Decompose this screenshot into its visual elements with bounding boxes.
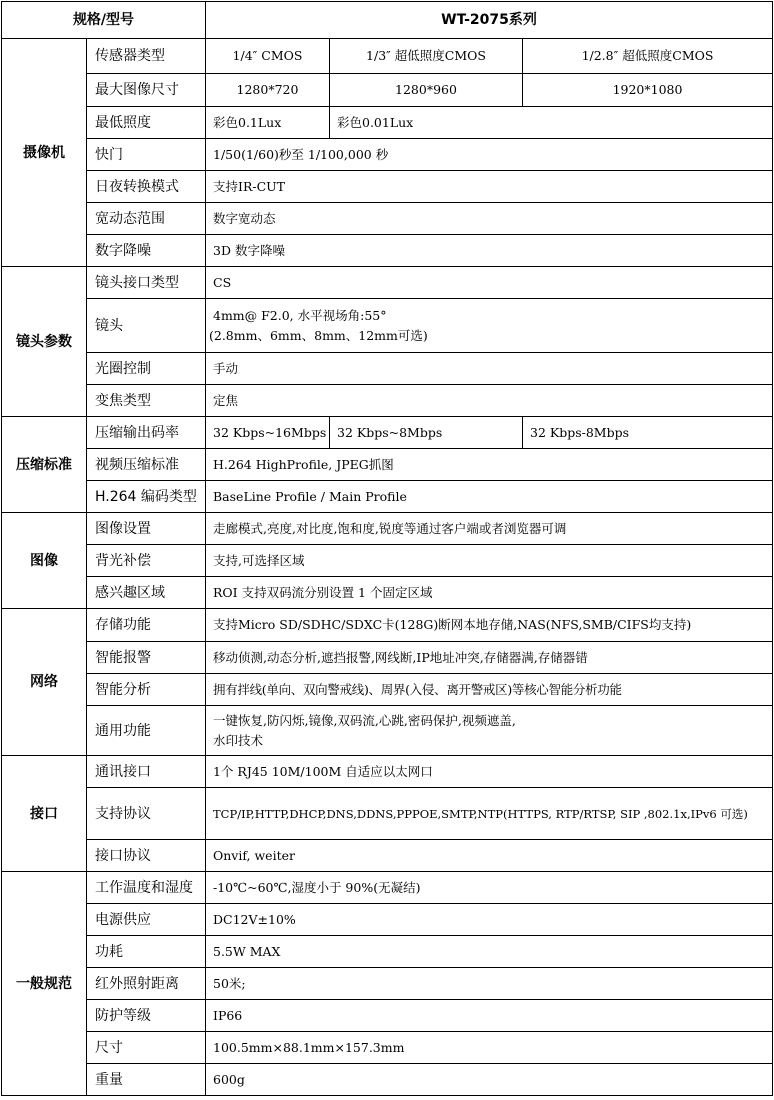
header-row bbox=[2, 2, 773, 39]
bitrate-v3: 32 Kbps-8Mbps bbox=[523, 417, 773, 449]
category-general: 一般规范 bbox=[2, 872, 87, 1096]
iface-protocol-value: Onvif, weiter bbox=[206, 840, 773, 872]
max-res-v2: 1280*960 bbox=[330, 74, 523, 107]
daynight-value: 支持IR-CUT bbox=[206, 171, 773, 203]
label-bitrate: 压缩输出码率 bbox=[87, 417, 206, 449]
category-network: 网络 bbox=[2, 609, 87, 756]
label-video-std: 视频压缩标准 bbox=[87, 449, 206, 481]
label-h264: H.264 编码类型 bbox=[87, 481, 206, 513]
lens-value-line2: (2.8mm、6mm、8mm、12mm可选) bbox=[209, 327, 428, 343]
protocols-value: TCP/IP,HTTP,DHCP,DNS,DDNS,PPPOE,SMTP,NTP(HTTPS, RTP/RTSP, SIP ,802.1x,IPv6 可选) bbox=[206, 788, 773, 840]
label-alarm: 智能报警 bbox=[87, 642, 206, 674]
max-res-v1: 1280*720 bbox=[206, 74, 330, 107]
category-interface: 接口 bbox=[2, 756, 87, 872]
label-iris: 光圈控制 bbox=[87, 353, 206, 385]
label-temp: 工作温度和湿度 bbox=[87, 872, 206, 904]
category-image: 图像 bbox=[2, 513, 87, 609]
label-iface-protocol: 接口协议 bbox=[87, 840, 206, 872]
label-dnr: 数字降噪 bbox=[87, 235, 206, 267]
label-power: 电源供应 bbox=[87, 904, 206, 936]
power-value: DC12V±10% bbox=[206, 904, 773, 936]
image-settings-value: 走廊模式,亮度,对比度,饱和度,锐度等通过客户端或者浏览器可调 bbox=[206, 513, 773, 545]
model-name: WT-2075系列 bbox=[206, 2, 773, 39]
wdr-value: 数字宽动态 bbox=[206, 203, 773, 235]
consumption-value: 5.5W MAX bbox=[206, 936, 773, 968]
label-port: 通讯接口 bbox=[87, 756, 206, 788]
sensor-v3: 1/2.8″ 超低照度CMOS bbox=[523, 39, 773, 74]
label-lens: 镜头 bbox=[87, 299, 206, 353]
weight-value: 600g bbox=[206, 1064, 773, 1096]
label-daynight: 日夜转换模式 bbox=[87, 171, 206, 203]
label-min-lux: 最低照度 bbox=[87, 107, 206, 139]
h264-value: BaseLine Profile / Main Profile bbox=[206, 481, 773, 513]
ir-value: 50米; bbox=[206, 968, 773, 1000]
label-general-func: 通用功能 bbox=[87, 706, 206, 756]
label-zoom: 变焦类型 bbox=[87, 385, 206, 417]
label-max-res: 最大图像尺寸 bbox=[87, 74, 206, 107]
label-storage: 存储功能 bbox=[87, 609, 206, 642]
shutter-value: 1/50(1/60)秒至 1/100,000 秒 bbox=[206, 139, 773, 171]
min-lux-v2: 彩色0.01Lux bbox=[330, 107, 773, 139]
spec-table bbox=[1, 1, 773, 1096]
label-shutter: 快门 bbox=[87, 139, 206, 171]
sensor-v1: 1/4″ CMOS bbox=[206, 39, 330, 74]
port-value: 1个 RJ45 10M/100M 自适应以太网口 bbox=[206, 756, 773, 788]
label-wdr: 宽动态范围 bbox=[87, 203, 206, 235]
video-std-value: H.264 HighProfile, JPEG抓图 bbox=[206, 449, 773, 481]
category-lens: 镜头参数 bbox=[2, 267, 87, 417]
general-func-value bbox=[206, 706, 773, 756]
label-image-settings: 图像设置 bbox=[87, 513, 206, 545]
min-lux-v1: 彩色0.1Lux bbox=[206, 107, 330, 139]
bitrate-v2: 32 Kbps~8Mbps bbox=[330, 417, 523, 449]
label-roi: 感兴趣区域 bbox=[87, 577, 206, 609]
label-mount: 镜头接口类型 bbox=[87, 267, 206, 299]
roi-value: ROI 支持双码流分别设置 1 个固定区域 bbox=[206, 577, 773, 609]
analysis-value: 拥有拌线(单向、双向警戒线)、周界(入侵、离开警戒区)等核心智能分析功能 bbox=[206, 674, 773, 706]
lens-value bbox=[206, 299, 773, 353]
general-func-line2: 水印技术 bbox=[213, 732, 264, 748]
mount-value: CS bbox=[206, 267, 773, 299]
label-consumption: 功耗 bbox=[87, 936, 206, 968]
general-func-line1: 一键恢复,防闪烁,镜像,双码流,心跳,密码保护,视频遮盖, bbox=[213, 712, 516, 728]
ip-value: IP66 bbox=[206, 1000, 773, 1032]
max-res-v3: 1920*1080 bbox=[523, 74, 773, 107]
sensor-v2: 1/3″ 超低照度CMOS bbox=[330, 39, 523, 74]
label-size: 尺寸 bbox=[87, 1032, 206, 1064]
category-camera: 摄像机 bbox=[2, 39, 87, 267]
alarm-value: 移动侦测,动态分析,遮挡报警,网线断,IP地址冲突,存储器满,存储器错 bbox=[206, 642, 773, 674]
temp-value: -10℃~60℃,湿度小于 90%(无凝结) bbox=[206, 872, 773, 904]
iris-value: 手动 bbox=[206, 353, 773, 385]
blc-value: 支持,可选择区域 bbox=[206, 545, 773, 577]
label-protocols: 支持协议 bbox=[87, 788, 206, 840]
header-label: 规格/型号 bbox=[2, 2, 206, 39]
size-value: 100.5mm×88.1mm×157.3mm bbox=[206, 1032, 773, 1064]
dnr-value: 3D 数字降噪 bbox=[206, 235, 773, 267]
label-ir: 红外照射距离 bbox=[87, 968, 206, 1000]
zoom-value: 定焦 bbox=[206, 385, 773, 417]
label-blc: 背光补偿 bbox=[87, 545, 206, 577]
label-weight: 重量 bbox=[87, 1064, 206, 1096]
label-sensor: 传感器类型 bbox=[87, 39, 206, 74]
lens-value-line1: 4mm@ F2.0, 水平视场角:55° bbox=[213, 307, 387, 323]
category-compression: 压缩标准 bbox=[2, 417, 87, 513]
label-ip: 防护等级 bbox=[87, 1000, 206, 1032]
label-analysis: 智能分析 bbox=[87, 674, 206, 706]
bitrate-v1: 32 Kbps~16Mbps bbox=[206, 417, 330, 449]
storage-value: 支持Micro SD/SDHC/SDXC卡(128G)断网本地存储,NAS(NFS,SMB/CIFS均支持) bbox=[206, 609, 773, 642]
